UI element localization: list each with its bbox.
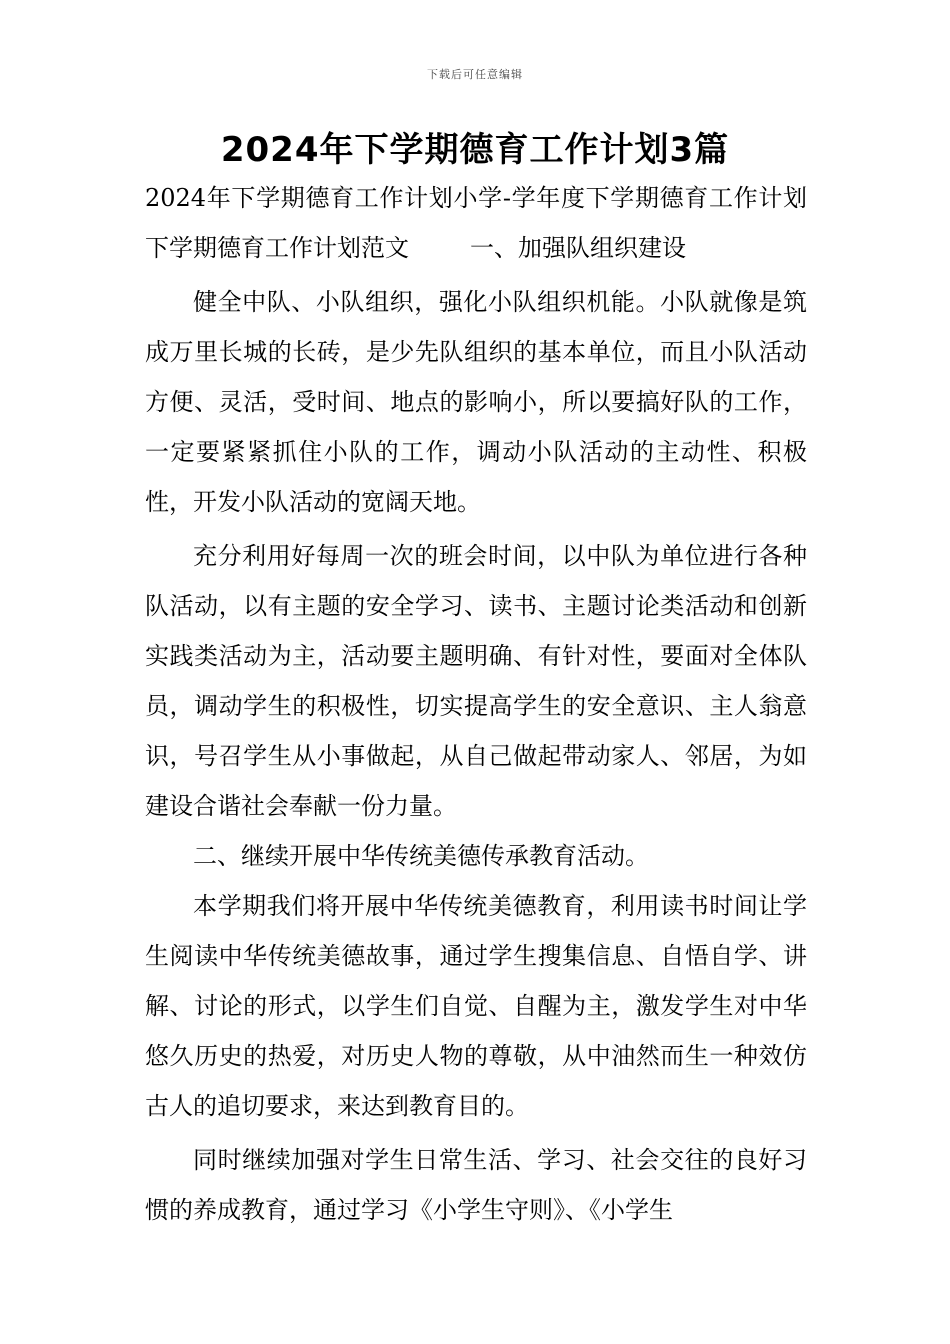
document-title: 2024年下学期德育工作计划3篇 [220, 130, 730, 170]
intro-text: 2024年下学期德育工作计划小学-学年度下学期德育工作计划下学期德育工作计划范文 [145, 184, 807, 262]
intro-paragraph [145, 173, 807, 273]
paragraph: 同时继续加强对学生日常生活、学习、社会交往的良好习惯的养成教育，通过学习《小学生守则》、《小学生 [145, 1146, 807, 1224]
paragraph: 本学期我们将开展中华传统美德教育，利用读书时间让学生阅读中华传统美德故事，通过学生搜集信息、自悟自学、讲解、讨论的形式，以学生们自觉、自醒为主，激发学生对中华悠久历史的热爱，对历史人物的尊敬，从中油然而生一种效仿古人的追切要求，来达到教育目的。 [145, 892, 807, 1120]
header-note: 下载后可任意编辑 [427, 68, 523, 81]
section-one-heading: 一、加强队组织建设 [470, 234, 687, 262]
paragraph: 健全中队、小队组织，强化小队组织机能。小队就像是筑成万里长城的长砖，是少先队组织的基本单位，而且小队活动方便、灵活，受时间、地点的影响小，所以要搞好队的工作，一定要紧紧抓住小队的工作，调动小队活动的主动性、积极性，开发小队活动的宽阔天地。 [145, 288, 807, 516]
section-two-heading: 二、继续开展中华传统美德传承教育活动。 [193, 842, 649, 870]
paragraph: 充分利用好每周一次的班会时间，以中队为单位进行各种队活动，以有主题的安全学习、读书、主题讨论类活动和创新实践类活动为主，活动要主题明确、有针对性，要面对全体队员，调动学生的积极性，切实提高学生的安全意识、主人翁意识，号召学生从小事做起，从自己做起带动家人、邻居，为如建设合谐社会奉献一份力量。 [145, 542, 807, 820]
document-body [145, 173, 807, 1235]
